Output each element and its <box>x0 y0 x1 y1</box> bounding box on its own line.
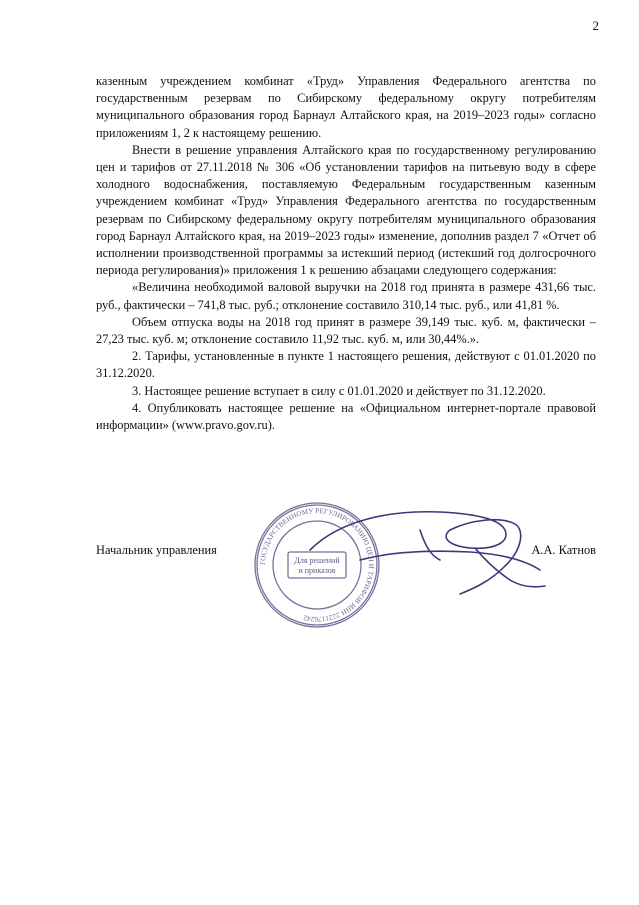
signatory-name: А.А. Катнов <box>531 543 596 557</box>
paragraph-water-volume: Объем отпуска воды на 2018 год принят в размере 39,149 тыс. куб. м, фактически – 27,23 тыс. куб. м; отклонение составило 11,92 тыс. куб. м, или 30,44%.». <box>96 314 596 347</box>
seal-center-line-1: Для решений <box>294 556 340 565</box>
seal-center-line-2: и приказов <box>298 566 336 575</box>
paragraph-publication: 4. Опубликовать настоящее решение на «Официальном интернет-портале правовой информации» (www.pravo.gov.ru). <box>96 400 596 433</box>
paragraph-amendment: Внести в решение управления Алтайского края по государственному регулированию цен и тарифов от 27.11.2018 № 306 «Об установлении тарифов на питьевую воду в сфере холодного водоснабжения, поставляемую Федеральным государственным казенным учреждением комбинат «Труд» Управления Федерального агентства по государственным резервам по Сибирскому федеральному округу потребителям муниципального образования город Барнаул Алтайского края, на 2019–2023 годы» изменение, дополнив раздел 7 «Отчет об исполнении производственной программы за истекший период (истекший год долгосрочного периода регулирования)» приложения 1 к решению абзацами следующего содержания: <box>96 142 596 278</box>
document-body <box>96 73 596 434</box>
handwritten-signature <box>300 490 560 610</box>
page-number: 2 <box>592 18 599 33</box>
seal-ring-text: ГОСУДАРСТВЕННОМУ РЕГУЛИРОВАНИЮ ЦЕН И ТАРИФОВ ИНН 2221176242 <box>258 506 376 624</box>
signatory-title: Начальник управления <box>96 543 217 557</box>
paragraph-continuation: казенным учреждением комбинат «Труд» Управления Федерального агентства по государственным резервам по Сибирскому федеральному округу потребителям муниципального образования город Барнаул Алтайского края, на 2019–2023 годы» согласно приложениям 1, 2 к настоящему решению. <box>96 74 596 140</box>
paragraph-effective-date: 3. Настоящее решение вступает в силу с 01.01.2020 и действует по 31.12.2020. <box>132 383 546 398</box>
paragraph-revenue: «Величина необходимой валовой выручки на 2018 год принята в размере 431,66 тыс. руб., фактически – 741,8 тыс. руб.; отклонение составило 310,14 тыс. руб., или 41,81 %. <box>96 280 596 312</box>
paragraph-tariff-period: 2. Тарифы, установленные в пункте 1 настоящего решения, действуют с 01.01.2020 по 31.12.2020. <box>96 349 596 381</box>
